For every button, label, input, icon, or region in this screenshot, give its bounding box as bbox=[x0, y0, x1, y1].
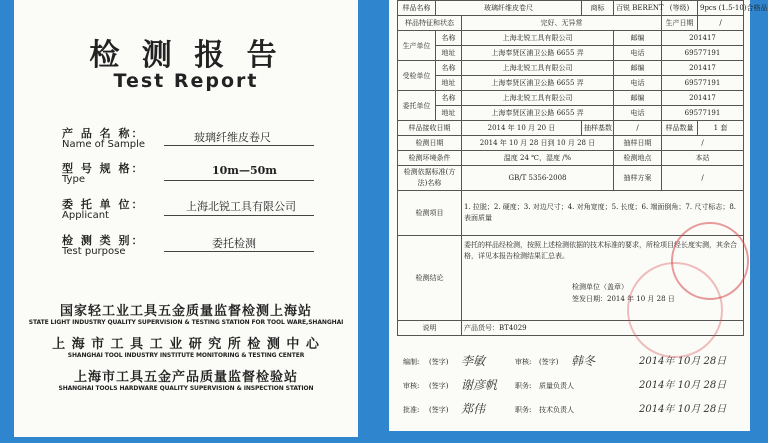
cell-agent-tel-k: 电话 bbox=[614, 106, 662, 121]
sign-3-signature: 郑伟 bbox=[461, 402, 486, 416]
conclusion-unit: 检测单位（盖章） bbox=[572, 283, 628, 291]
cell-maker-post-k: 邮编 bbox=[614, 31, 662, 46]
org-3-cn: 上海市工具五金产品质量监督检验站 bbox=[73, 370, 298, 385]
sign-2-role2: 职务: bbox=[515, 382, 532, 390]
cell-client-name-k: 名称 bbox=[436, 61, 462, 76]
applicant-label-en: Applicant bbox=[62, 210, 109, 221]
cell-location-k: 检测地点 bbox=[614, 151, 662, 166]
sign-1-signature2: 韩冬 bbox=[571, 354, 596, 368]
cell-client-post-v: 201417 bbox=[662, 61, 744, 76]
org-2-cn: 上 海 市 工 具 工 业 研 究 所 检 测 中 心 bbox=[52, 337, 320, 352]
cell-grade-v: 9pcs (1.5-10)合格品 bbox=[698, 1, 744, 16]
cell-sample-name-v: 玻璃纤维皮卷尺 bbox=[436, 1, 582, 16]
cell-qty-v: 1 套 bbox=[698, 121, 744, 136]
cell-agent-name-k: 名称 bbox=[436, 91, 462, 106]
test-purpose-underline bbox=[164, 251, 314, 252]
cell-test-date-k: 检测日期 bbox=[398, 136, 462, 151]
applicant-label: 委 托 单 位： bbox=[62, 198, 145, 211]
report-cover-page bbox=[14, 0, 358, 437]
test-purpose-value: 委托检测 bbox=[212, 237, 256, 250]
cell-agent-name-v: 上海北锐工具有限公司 bbox=[462, 91, 614, 106]
cell-recv-v: 2014 年 10 月 20 日 bbox=[462, 121, 582, 136]
cell-items-v: 1. 拉脱；2. 硬度；3. 对边尺寸；4. 对角宽度；5. 长度；6. 端面倒角；7. 尺寸标志；8. 表面质量 bbox=[462, 191, 744, 236]
report-title-cn: 检 测 报 告 bbox=[89, 38, 283, 73]
cell-agent-group: 委托单位 bbox=[398, 91, 436, 121]
applicant-value: 上海北锐工具有限公司 bbox=[186, 200, 296, 213]
sign-1-tag: (签字) bbox=[429, 358, 449, 366]
type-label-en: Type bbox=[62, 174, 85, 185]
sign-1-tag2: (签字) bbox=[539, 358, 559, 366]
cell-maker-name-v: 上海北锐工具有限公司 bbox=[462, 31, 614, 46]
sign-3-tag: (签字) bbox=[429, 406, 449, 414]
org-2-en: SHANGHAI TOOL INDUSTRY INSTITUTE MONITORING & TESTING CENTER bbox=[67, 352, 305, 359]
sample-name-underline bbox=[164, 145, 314, 146]
cell-items-k: 检测项目 bbox=[398, 191, 462, 236]
org-3-en: SHANGHAI TOOLS HARDWARE QUALITY SUPERVISION & INSPECTION STATION bbox=[58, 385, 314, 392]
test-purpose-label: 检 测 类 别： bbox=[62, 234, 145, 247]
sign-1-date: 2014年 10月 28日 bbox=[639, 356, 727, 367]
cell-client-group: 受检单位 bbox=[398, 61, 436, 91]
cell-plan-k: 抽样方案 bbox=[614, 166, 662, 191]
sign-1-role: 编制: bbox=[403, 358, 420, 366]
sample-name-value: 玻璃纤维皮卷尺 bbox=[194, 131, 271, 144]
cell-maker-name-k: 名称 bbox=[436, 31, 462, 46]
test-purpose-label-en: Test purpose bbox=[62, 246, 126, 257]
cell-note-v: 产品货号：BT4029 bbox=[462, 321, 744, 336]
cell-client-name-v: 上海北锐工具有限公司 bbox=[462, 61, 614, 76]
sign-2-date: 2014年 10月 28日 bbox=[639, 380, 727, 391]
cell-grade-k: (等级) bbox=[662, 1, 698, 16]
cell-sampling-date-k: 抽样日期 bbox=[614, 136, 662, 151]
cell-qty-k: 样品数量 bbox=[662, 121, 698, 136]
cell-maker-tel-v: 69577191 bbox=[662, 46, 744, 61]
cell-note-k: 说明 bbox=[398, 321, 462, 336]
conclusion-date: 签发日期：2014 年 10 月 28 日 bbox=[572, 295, 675, 303]
cell-client-addr-v: 上海奉贤区浦卫公路 6655 弄 bbox=[462, 76, 614, 91]
report-detail-page bbox=[389, 0, 768, 431]
cell-state-k: 样品特征和状态 bbox=[398, 16, 462, 31]
sign-3-role2: 职务: bbox=[515, 406, 532, 414]
report-title-en: Test Report bbox=[113, 70, 259, 92]
conclusion-text: 委托的样品经检测，按照上述检测依据的技术标准的要求，所检项目经长度实测，其余合格，详见本报告检测结果汇总表。 bbox=[464, 241, 737, 260]
org-1-cn: 国家轻工业工具五金质量监督检测上海站 bbox=[59, 304, 312, 319]
org-block-2 bbox=[14, 333, 358, 359]
sign-3-role: 批准: bbox=[403, 406, 420, 414]
sign-1-role2: 审核: bbox=[515, 358, 532, 366]
cell-base-v: / bbox=[614, 121, 662, 136]
cell-client-addr-k: 地址 bbox=[436, 76, 462, 91]
cell-agent-addr-k: 地址 bbox=[436, 106, 462, 121]
cell-test-date-v: 2014 年 10 月 28 日到 10 月 28 日 bbox=[462, 136, 614, 151]
cell-maker-post-v: 201417 bbox=[662, 31, 744, 46]
cell-prod-date-v: / bbox=[698, 16, 744, 31]
cell-sample-name-k: 样品名称 bbox=[398, 1, 436, 16]
cell-maker-addr-k: 地址 bbox=[436, 46, 462, 61]
cell-brand-v: 百锐 BERENT bbox=[614, 1, 662, 16]
type-label: 型 号 规 格： bbox=[62, 162, 145, 175]
cell-sampling-date-v: / bbox=[662, 136, 744, 151]
cell-maker-group: 生产单位 bbox=[398, 31, 436, 61]
sign-2-tag2: 质量负责人 bbox=[539, 382, 574, 390]
cell-std-k: 检测依据标准(方法)名称 bbox=[398, 166, 462, 191]
sign-2-role: 审核: bbox=[403, 382, 420, 390]
sign-2-tag: (签字) bbox=[429, 382, 449, 390]
cell-agent-post-v: 201417 bbox=[662, 91, 744, 106]
sample-name-label: 产 品 名 称： bbox=[62, 127, 145, 140]
cell-base-k: 抽样基数 bbox=[582, 121, 614, 136]
cell-env-v: 温度 24 ℃，湿度 /% bbox=[462, 151, 614, 166]
applicant-underline bbox=[164, 215, 314, 216]
type-underline bbox=[164, 180, 314, 181]
cell-env-k: 检测环境条件 bbox=[398, 151, 462, 166]
cell-client-post-k: 邮编 bbox=[614, 61, 662, 76]
cell-conclusion-k: 检测结论 bbox=[398, 236, 462, 321]
cell-location-v: 本站 bbox=[662, 151, 744, 166]
cell-client-tel-v: 69577191 bbox=[662, 76, 744, 91]
cell-std-v: GB/T 5356-2008 bbox=[462, 166, 614, 191]
cell-maker-tel-k: 电话 bbox=[614, 46, 662, 61]
sample-name-label-en: Name of Sample bbox=[62, 139, 145, 150]
org-block-1 bbox=[14, 300, 358, 326]
sign-3-date: 2014年 10月 28日 bbox=[639, 404, 727, 415]
org-block-3 bbox=[14, 366, 358, 392]
type-value: 10m—50m bbox=[212, 164, 277, 177]
cell-client-tel-k: 电话 bbox=[614, 76, 662, 91]
org-1-en: STATE LIGHT INDUSTRY QUALITY SUPERVISION & TESTING STATION FOR TOOL WARE,SHANGHAI bbox=[28, 319, 344, 326]
cell-recv-k: 样品接收日期 bbox=[398, 121, 462, 136]
cell-agent-addr-v: 上海奉贤区浦卫公路 6655 弄 bbox=[462, 106, 614, 121]
sign-2-signature: 谢彦帆 bbox=[461, 378, 498, 392]
sign-3-tag2: 技术负责人 bbox=[539, 406, 574, 414]
cell-maker-addr-v: 上海奉贤区浦卫公路 6655 弄 bbox=[462, 46, 614, 61]
cell-brand-k: 商标 bbox=[582, 1, 614, 16]
cell-prod-date-k: 生产日期 bbox=[662, 16, 698, 31]
inspection-seal-stamp bbox=[627, 262, 723, 358]
cell-agent-post-k: 邮编 bbox=[614, 91, 662, 106]
sign-1-signature: 李敏 bbox=[461, 354, 486, 368]
cell-agent-tel-v: 69577191 bbox=[662, 106, 744, 121]
cell-state-v: 完好、无异常 bbox=[462, 16, 662, 31]
cell-plan-v: / bbox=[662, 166, 744, 191]
